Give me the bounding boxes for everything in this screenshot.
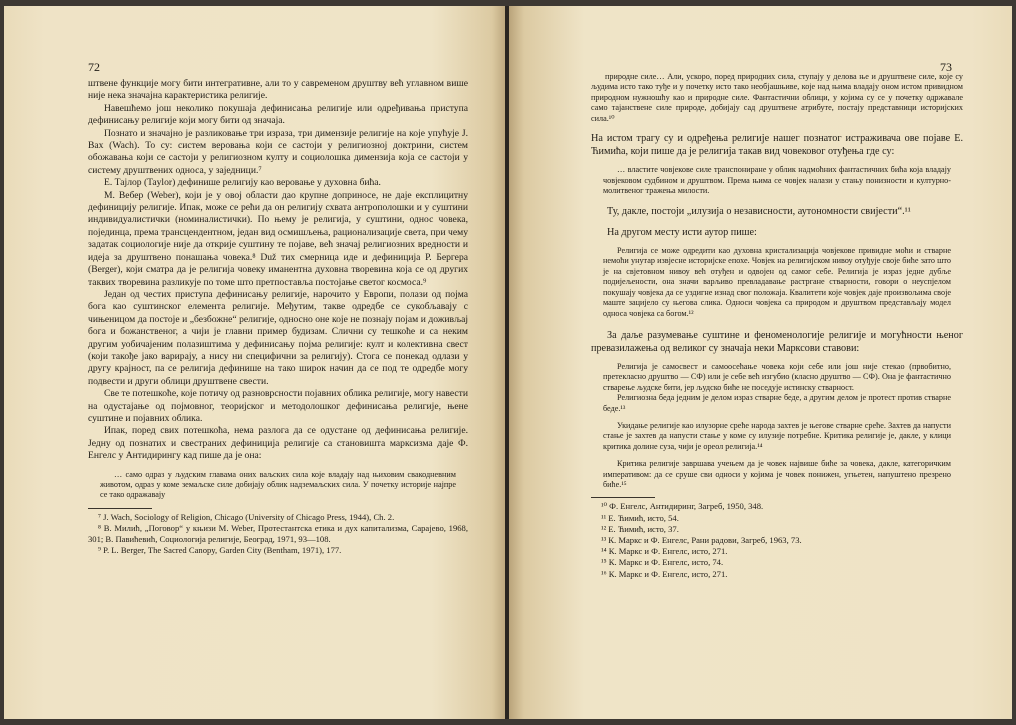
footnote: ¹¹ Е. Ћимић, исто, 54. [601, 512, 679, 523]
page-number: 72 [88, 60, 100, 74]
footnote: ¹³ К. Маркс и Ф. Енгелс, Рани радови, Загреб, 1963, 73. [601, 534, 802, 545]
footnote: ¹² Е. Ћимић, исто, 37. [601, 523, 679, 534]
block-quote: Религија је самосвест и самоосећање човека који себе или још није стекао (првобитно, претекласно друштво — СФ) или је себе већ изгубио (класно друштво — СФ). Она је фантастично стварење људске бити, јер људско биће не поседује истинску стварност. [603, 361, 951, 392]
footnote: ¹⁴ К. Маркс и Ф. Енгелс, исто, 271. [601, 546, 728, 557]
paragraph: М. Вебер (Weber), који је у овој области дао крупне доприносе, не даје експлицитну дефиницију религије. Ипак, може се рећи да он религију схвата антрополошки и у суштини индивидуалистички (номиналистички). По њему је религија, у суштини, однос човека, појединца, према трансцендентном, један вид осмишљења, рационализације света, при чему задатак социологије није да открије суштину те појаве, већ значај религиозних вредности и идеја за друштвено понашања човека.⁸ Duž тих смерница иде и дефиниција Р. Бергера (Berger), који сматра да је религија човеку иманентна духовна творевина која се од других таквих творевина разликује по томе што претпоставља постојање светог космоса.⁹ [88, 189, 468, 288]
paragraph: Ту, дакле, постоји „илузија о независности, аутономности свијести“.¹¹ [607, 205, 911, 217]
block-quote: Религиозна беда једним је делом израз стварне беде, а другим делом је протест против стварне беде.¹³ [603, 393, 951, 413]
paragraph: За даље разумевање суштине и феноменологије религије и могућности њеног превазилажења од великог су значаја неки Марксови ставови: [591, 329, 963, 354]
block-quote: … само одраз у људским главама оних ваљских сила које владају над њиховим свакодневним животом, одраз у коме земаљске силе добијају облик надземаљских сила. У почетку историје најпре се тако одражавају [100, 469, 456, 500]
block-quote: Религија се може одредити као духовна кристализација човјекове привидне моћи и стварне немоћи унутар извјесне историјске епохе. Човјек на религијском нивоу отуђује своје биће зато што је на свјетовном нивоу већ отуђен и одвојен од самог себе. Религија је израз једне дубље подијељености, она значи варљиво превладавање растргане стварности, говори о неуспјелом покушају човјека да се уздигне изнад свог положаја. Квалитети које човјек даје произвољима своје маште зацијело су његова слика. Односи човјека са природом и друштвом представљају модел односа човјека са богом.¹² [603, 246, 951, 318]
right-page-body [591, 72, 963, 580]
page-number: 73 [940, 60, 952, 74]
paragraph: На другом месту исти аутор пише: [607, 226, 757, 238]
paragraph: Ипак, поред свих потешкоћа, нема разлога да се одустане од дефинисања религије. Једну од познатих и свестраних дефиниција религије са становишта марксизма даје Ф. Енгелс у Антидирингу кад пише да је она: [88, 425, 468, 462]
paragraph: Један од честих приступа дефинисању религије, нарочито у Европи, полази од појма бога као суштинског елемента религије. Међутим, такве одредбе се сукобљавају с чињеницом да постоје и „безбожне“ религије, односно оне које не познају појам и доживљај бога и божанственог, а чији је главни пример будизам. Слични су тешкоће и са неким другим уобичајеним полазиштима у дефинисању појма религије: култ и колективна свест (који такође јако варирају, а нису ни специфични за религију). Стога се понекад одлази у другу крајност, па се религија дефинише на тако широк начин да се под те одредбе могу подвести и други облици друштвене свести. [88, 288, 468, 387]
footnote-rule [591, 497, 655, 498]
paragraph: Познато и значајно је разликовање три израза, три димензије религије на које упућује Ј. Вах (Wach). То су: систем веровања који се састоји у религиозној доктрини, систем обожавања који се састоји у религиозном култу и социолошка димензија која се састоји у систему друштвених односа, у заједници.⁷ [88, 127, 468, 176]
block-quote: Укидање религије као илузорне среће народа захтев је његове стварне среће. Захтев да напусти стање је захтев да напусти стање у коме су илузије потребне. Критика религије је, дакле, у клици критика долине суза, чији је ореол религија.¹⁴ [603, 420, 951, 451]
right-page [509, 6, 1012, 719]
paragraph: Е. Тајлор (Taylor) дефинише религију као веровање у духовна бића. [104, 177, 381, 189]
footnote: ¹⁵ К. Маркс и Ф. Енгелс, исто, 74. [601, 557, 724, 568]
block-quote: Критика религије завршава учењем да је човек највише биће за човека, дакле, категоричким императивом: да се сруше сви односи у којима је човек понижен, угњетен, напуштено презрено биће.¹⁵ [603, 459, 951, 489]
block-quote: … властите човјекове силе транспониране у облик надмоћних фантастичних бића која владају човјековом судбином и друштвом. Према њима се човјек налази у стању понизности и културно-молитвеног тражења милости. [603, 165, 951, 196]
footnote-rule [88, 508, 152, 509]
paragraph: штвене функције могу бити интегративне, али то у савременом друштву већ углавном више није нека значајна карактеристика религије. [88, 78, 468, 102]
left-page [4, 6, 507, 719]
footnote: ¹⁶ К. Маркс и Ф. Енгелс, исто, 271. [601, 568, 728, 579]
paragraph: На истом трагу су и одређења религије нашег познатог истраживача ове појаве Е. Ћимића, који пише да је религија такав вид човековог отуђења где су: [591, 133, 963, 158]
footnote: ⁷ J. Wach, Sociology of Religion, Chicago (University of Chicago Press, 1944), Ch. 2. [98, 511, 395, 522]
paragraph: Навешћемо још неколико покушаја дефинисања религије или одређивања приступа дефинисању религије који могу бити од значаја. [88, 102, 468, 127]
footnote: ⁸ В. Милић, „Поговор“ у књизи M. Weber, Протестантска етика и дух капитализма, Сарајево, 1968, 301; В. Павићевић, Социологија религије, Београд, 1971, 93—108. [88, 522, 468, 544]
footnote: ⁹ P. L. Berger, The Sacred Canopy, Garden City (Bentham, 1971), 177. [98, 544, 342, 555]
left-page-body [88, 78, 468, 556]
paragraph: Све те потешкоће, које потичу од разноврсности појавних облика религије, могу навести на одустајање од појмовног, теоријског и методолошког дефинисања религије, њене суштине и појавних облика. [88, 388, 468, 424]
footnote: ¹⁰ Ф. Енгелс, Антидиринг, Загреб, 1950, 348. [601, 501, 764, 512]
block-quote: природне силе… Али, ускоро, поред природних сила, ступају у делова ње и друштвене силе, које су људима исто тако туђе и у почетку исто тако необјашњиве, које над њима владају оном истом привидном природном нужношћу као и природне силе. Фантастични облици, у којима су се у почетку одржавале само тајанствене силе природе, добијају сад друштвене атрибуте, постају представници историјских сила.¹⁰ [591, 72, 963, 123]
